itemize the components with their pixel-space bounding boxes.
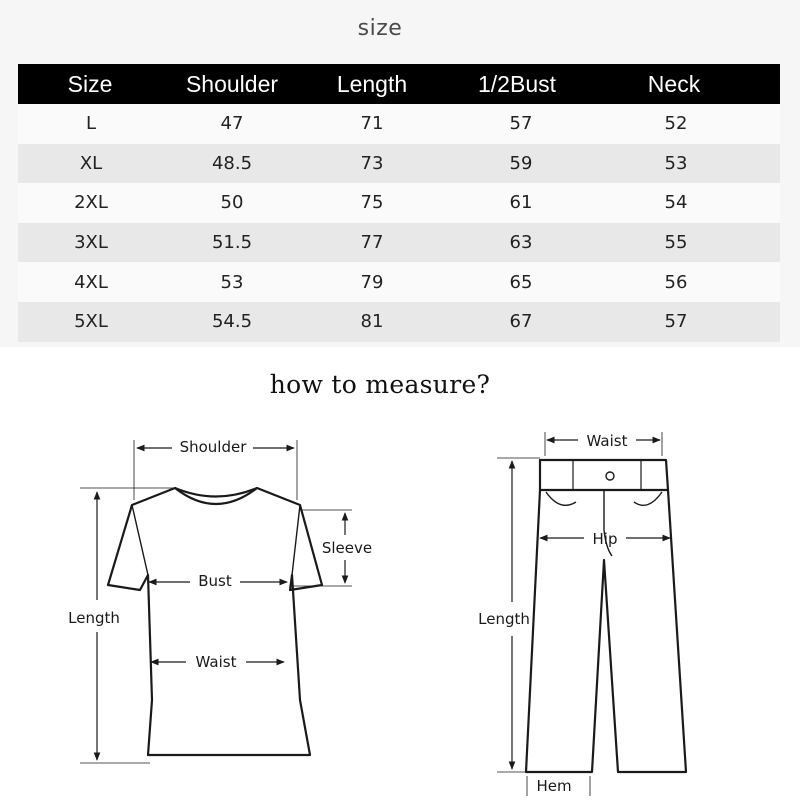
- pants-button: [606, 472, 614, 480]
- length-label-pants: Length: [478, 610, 530, 628]
- sleeve-label: Sleeve: [321, 539, 373, 557]
- neck-cell: 52: [664, 113, 688, 135]
- size-cell: L: [85, 113, 97, 135]
- half-bust-cell: 61: [509, 192, 533, 214]
- pants-diagram: [526, 460, 686, 772]
- neck-cell: 55: [664, 232, 688, 254]
- shoulder-cell: 53: [220, 271, 244, 293]
- column-header-shoulder: Shoulder: [185, 70, 279, 97]
- length-cell: 75: [360, 192, 384, 214]
- waist-label-pants: Waist: [586, 432, 628, 450]
- shoulder-cell: 50: [220, 192, 244, 214]
- column-header-length: Length: [336, 70, 408, 97]
- tshirt-diagram: [108, 488, 322, 755]
- size-cell: 3XL: [74, 232, 108, 254]
- shoulder-cell: 48.5: [211, 152, 253, 174]
- tshirt-outline: [108, 488, 322, 755]
- size-cell: 4XL: [74, 271, 108, 293]
- bust-label: Bust: [198, 572, 232, 590]
- half-bust-cell: 65: [509, 271, 533, 293]
- length-cell: 77: [360, 232, 384, 254]
- length-cell: 79: [360, 271, 384, 293]
- hem-label: Hem: [536, 777, 572, 795]
- shoulder-cell: 54.5: [211, 311, 253, 333]
- length-cell: 71: [360, 113, 384, 135]
- shoulder-cell: 47: [220, 113, 244, 135]
- size-cell: 5XL: [74, 311, 108, 333]
- waist-label-shirt: Waist: [195, 653, 237, 671]
- neck-cell: 54: [664, 192, 688, 214]
- neck-cell: 57: [664, 311, 688, 333]
- pants-outline: [526, 460, 686, 772]
- hip-label: Hip: [592, 530, 618, 548]
- length-cell: 73: [360, 152, 384, 174]
- tshirt-sleeve-seam-right: [292, 505, 300, 575]
- half-bust-cell: 59: [509, 152, 533, 174]
- pants-pocket-right: [634, 492, 662, 505]
- tshirt-sleeve-seam-left: [132, 505, 148, 575]
- length-label-shirt: Length: [68, 609, 120, 627]
- half-bust-cell: 67: [509, 311, 533, 333]
- page-title: size: [357, 16, 403, 41]
- pants-pocket-left: [546, 492, 576, 505]
- size-cell: 2XL: [74, 192, 108, 214]
- column-header-size: Size: [67, 70, 113, 97]
- size-cell: XL: [79, 152, 103, 174]
- shoulder-label: Shoulder: [179, 438, 247, 456]
- column-header-half-bust: 1/2Bust: [478, 70, 556, 97]
- tshirt-guides: [80, 440, 352, 763]
- measure-guide-title: how to measure?: [269, 370, 491, 399]
- column-header-neck: Neck: [647, 70, 701, 97]
- half-bust-cell: 57: [509, 113, 533, 135]
- shoulder-cell: 51.5: [211, 232, 253, 254]
- half-bust-cell: 63: [509, 232, 533, 254]
- neck-cell: 53: [664, 152, 688, 174]
- neck-cell: 56: [664, 271, 688, 293]
- length-cell: 81: [360, 311, 384, 333]
